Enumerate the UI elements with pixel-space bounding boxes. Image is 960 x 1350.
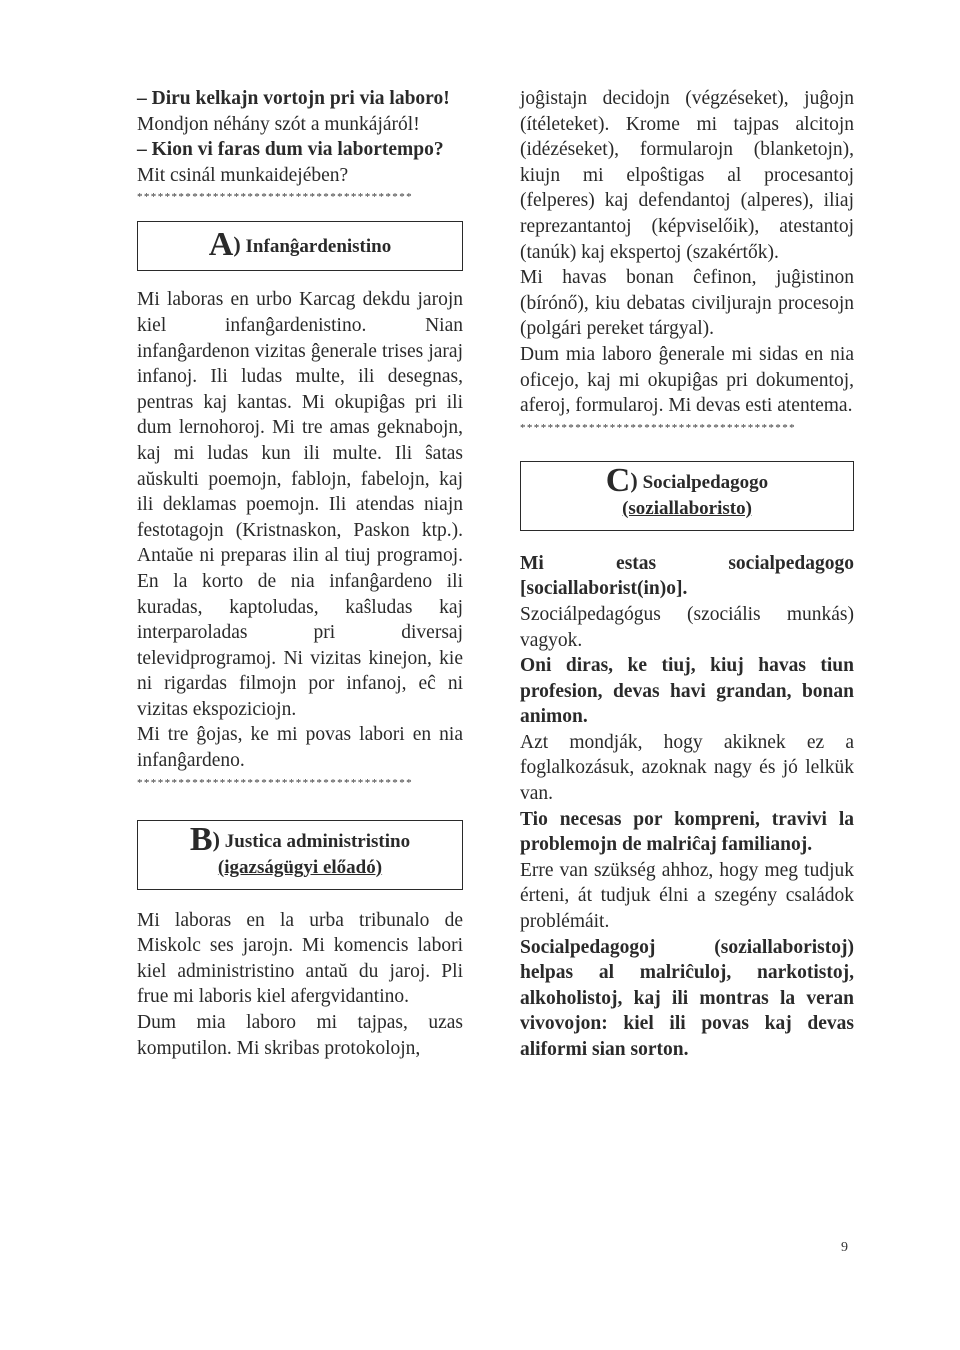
section-a-heading-box bbox=[137, 221, 463, 271]
section-c-sentence-1-esperanto: Mi estas socialpedagogo [sociallaborist(in)o]. bbox=[520, 552, 854, 600]
section-c-title: Socialpedagogo bbox=[642, 471, 769, 493]
star-divider: **************************************** bbox=[520, 421, 796, 434]
section-b-continued-2: Mi havas bonan ĉefinon, juĝistinon (bírónő), kiu debatas civiljurajn procesojn (polgári pereket tárgyal). bbox=[520, 267, 854, 340]
left-column bbox=[137, 86, 463, 1061]
section-a-title: Infanĝardenistino bbox=[245, 236, 392, 258]
page-number: 9 bbox=[841, 1240, 848, 1255]
section-a-paragraph: Mi laboras en urbo Karcag dekdu jarojn kiel infanĝardenistino. Nian infanĝardenon vizitas ĝenerale trises jaraj infanoj. Ili ludas multe, ili desegnas, pentras kaj kantas. Mi okupiĝas pri ili dum lernohoroj. Mi tre amas geknabojn, kaj mi ludas kun ili multe. Ili ŝatas aŭskulti poemojn, fablojn, fabelojn, kaj ili deklamas poemojn. Ili atendas niajn festotagojn (Kristnaskon, Paskon ktp.). Antaŭe ni preparas ilin al tiuj programoj. En la korto de nia infanĝardeno ili kuradas, kaptoludas, kaŝludas kaj interparoladas pri diversaj televidprogramoj. Ni vizitas kinejon, kie ni rigardas filmojn por infanoj, eĉ ni vizitas ekspoziciojn. bbox=[137, 289, 463, 720]
question-1-esperanto: – Diru kelkajn vortojn pri via laboro! bbox=[137, 88, 450, 109]
section-b-paragraph-1: Mi laboras en la urba tribunalo de Miskolc ses jarojn. Mi komencis labori kiel administristino antaŭ du jaroj. Pli frue mi laboris kiel afergvidantino. bbox=[137, 909, 463, 1008]
question-1-hungarian: Mondjon néhány szót a munkájáról! bbox=[137, 113, 420, 135]
star-divider: **************************************** bbox=[137, 776, 413, 789]
section-c-paren: ) bbox=[630, 467, 638, 493]
section-b-title: Justica administristino bbox=[224, 830, 411, 852]
section-b-continued-3: Dum mia laboro ĝenerale mi sidas en nia oficejo, kaj mi okupiĝas pri dokumentoj, aferoj, formularoj. Mi devas esti atentema. bbox=[520, 343, 854, 417]
section-c-letter: C bbox=[605, 461, 631, 499]
question-2-esperanto: – Kion vi faras dum via labortempo? bbox=[137, 139, 444, 161]
section-c-subtitle: (soziallaboristo) bbox=[622, 497, 752, 519]
section-b-paren: ) bbox=[212, 826, 220, 852]
section-b-continued: joĝistajn decidojn (végzéseket), juĝojn (ítéleteket). Krome mi tajpas alcitojn (idézéseket), formularojn (blanketojn), kiujn mi elpoŝtigas al procesantoj (felperes) kaj defendantoj (alperes), iliaj reprezantantoj (képviselőik), atestantoj (tanúk) kaj ekspertoj (szakértők). bbox=[520, 88, 854, 263]
section-b-heading-box bbox=[137, 820, 463, 890]
section-a-letter: A bbox=[208, 226, 234, 264]
section-a-paren: ) bbox=[233, 232, 241, 258]
star-divider: **************************************** bbox=[137, 191, 413, 204]
section-c-sentence-1-hungarian: Szociálpedagógus (szociális munkás) vagyok. bbox=[520, 603, 854, 651]
section-c-sentence-2-hungarian: Azt mondják, hogy akiknek ez a foglalkozásuk, azoknak nagy és jó lelkük van. bbox=[520, 731, 854, 805]
question-2-hungarian: Mit csinál munkaidejében? bbox=[137, 164, 349, 186]
section-c-sentence-2-esperanto: Oni diras, ke tiuj, kiuj havas tiun profesion, devas havi grandan, bonan animon. bbox=[520, 655, 854, 728]
section-b-paragraph-2: Dum mia laboro mi tajpas, uzas komputilon. Mi skribas protokolojn, bbox=[137, 1012, 463, 1059]
section-c-heading-box bbox=[520, 461, 854, 531]
section-c-sentence-3-hungarian: Erre van szükség ahhoz, hogy meg tudjuk érteni, át tudjuk élni a szegény családok problémáit. bbox=[520, 859, 854, 933]
section-c-sentence-4-esperanto: Socialpedagogoj (soziallaboristoj) helpas al malriĉuloj, narkotistoj, alkoholistoj, kaj ili montras la veran vivovojon: kiel ili povas kaj devas aliformi sian sorton. bbox=[520, 936, 854, 1060]
right-column bbox=[520, 86, 854, 1063]
section-b-subtitle: (igazságügyi előadó) bbox=[217, 856, 383, 878]
section-a-closing: Mi tre ĝojas, ke mi povas labori en nia infanĝardeno. bbox=[137, 724, 463, 772]
section-c-sentence-3-esperanto: Tio necesas por kompreni, travivi la problemojn de malriĉaj familianoj. bbox=[520, 808, 854, 856]
section-b-letter: B bbox=[189, 820, 213, 858]
